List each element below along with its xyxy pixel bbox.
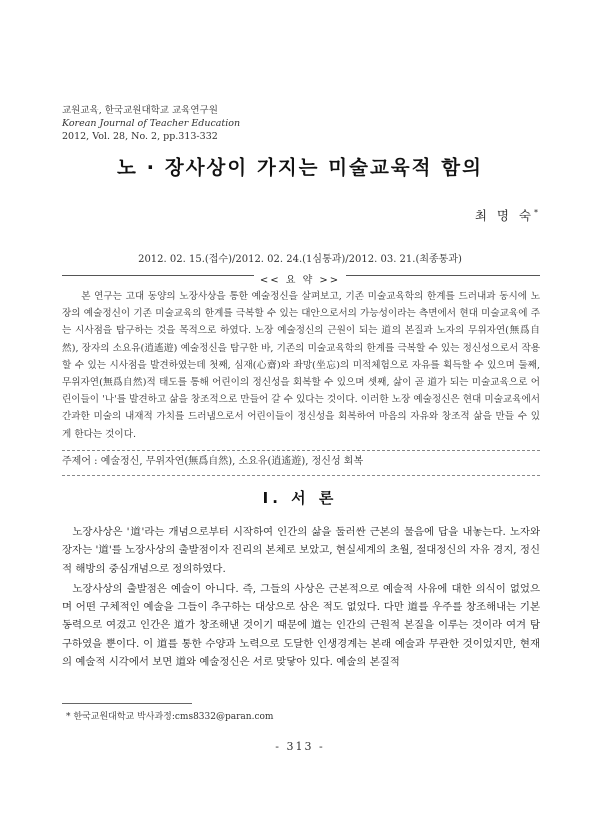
author <box>475 206 538 224</box>
keywords-top-rule <box>62 450 540 451</box>
footnote-rule <box>62 703 192 704</box>
body-paragraph: 노장사상은 '道'라는 개념으로부터 시작하여 인간의 삶을 둘러싼 근본의 물음에 답을 내놓는다. 노자와 장자는 '道'를 노장사상의 출발점이자 진리의 본체로 보았고, 현실세계의 초월, 절대정신의 자유 경지, 정신적 해방의 중심개념으로 정의하였다. <box>62 526 540 575</box>
page-number: - 313 - <box>275 740 325 753</box>
abstract-heading <box>0 268 600 287</box>
keywords-bottom-rule <box>62 475 540 476</box>
keywords: 주제어 : 예술정신, 무위자연(無爲自然), 소요유(逍遙遊), 정신성 회복 <box>62 456 364 467</box>
journal-publisher: 교원교육, 한국교원대학교 교육연구원 <box>62 105 218 116</box>
paper-title: 노 · 장사상이 가지는 미술교육적 함의 <box>117 156 483 179</box>
abstract-heading-label: << 요 약 >> <box>254 275 346 286</box>
journal-volume: 2012, Vol. 28, No. 2, pp.313-332 <box>62 131 218 142</box>
journal-header <box>62 104 240 143</box>
journal-name-en: Korean Journal of Teacher Education <box>62 118 241 129</box>
body-paragraph: 노장사상의 출발점은 예술이 아니다. 즉, 그들의 사상은 근본적으로 예술적 사유에 대한 의식이 없었으며 어떤 구체적인 예술을 그들이 추구하는 대상으로 삼은 적도 없었다. 다만 道를 우주를 창조해내는 기본 동력으로 여겼고 인간은 道가 창조해낸 것이기 때문에 道는 인간의 근원적 본질을 이루는 것이라 여겨 탐구하였을 뿐이다. 이 道를 통한 수양과 노력으로 도달한 인생경계는 본래 예술과 무관한 것이었지만, 현재의 예술적 시각에서 보면 道와 예술정신은 서로 맞닿아 있다. 예술의 본질적 <box>62 582 540 669</box>
footnote: * 한국교원대학교 박사과정:cms8332@paran.com <box>66 712 274 722</box>
abstract-text: 본 연구는 고대 동양의 노장사상을 통한 예술정신을 살펴보고, 기존 미술교육학의 한계를 드러내과 동시에 노장의 예술정신이 기존 미술교육의 한계를 극복할 수 있는 대안으로서의 가능성이라는 측면에서 현대 미술교육에 주는 시사점을 탐구하는 것을 목적으로 하였다. 노장 예술정신의 근원이 되는 道의 본질과 노자의 무위자연(無爲自然), 장자의 소요유(逍遙遊) 예술정신을 탐구한 바, 기존의 미술교육학의 한계를 극복할 수 있는 정신성으로서 작용할 수 있는 시사점을 발견하였는데 첫째, 심재(心齋)와 좌망(坐忘)의 미적체험으로 자유를 획득할 수 있으며 둘째, 무위자연(無爲自然)적 태도를 통해 어린이의 정신성을 회복할 수 있으며 셋째, 삶이 곧 道가 되는 미술교육으로 어린이들이 '나'를 발견하고 삶을 창조적으로 만들어 갈 수 있다는 것이다. 이러한 노장 예술정신은 현대 미술교육에서 간과한 미술의 내재적 가치를 드러냄으로서 어린이들이 정신성을 회복하여 마음의 자유와 창조적 삶을 만들 수 있게 한다는 것이다. <box>62 291 540 440</box>
submission-dates: 2012. 02. 15.(접수)/2012. 02. 24.(1심통과)/2012. 03. 21.(최종통과) <box>138 254 462 265</box>
section-heading: Ⅰ. 서 론 <box>262 489 338 507</box>
author-mark: * <box>534 207 538 217</box>
body-text <box>62 523 540 673</box>
author-name: 최 명 숙 <box>474 208 534 223</box>
